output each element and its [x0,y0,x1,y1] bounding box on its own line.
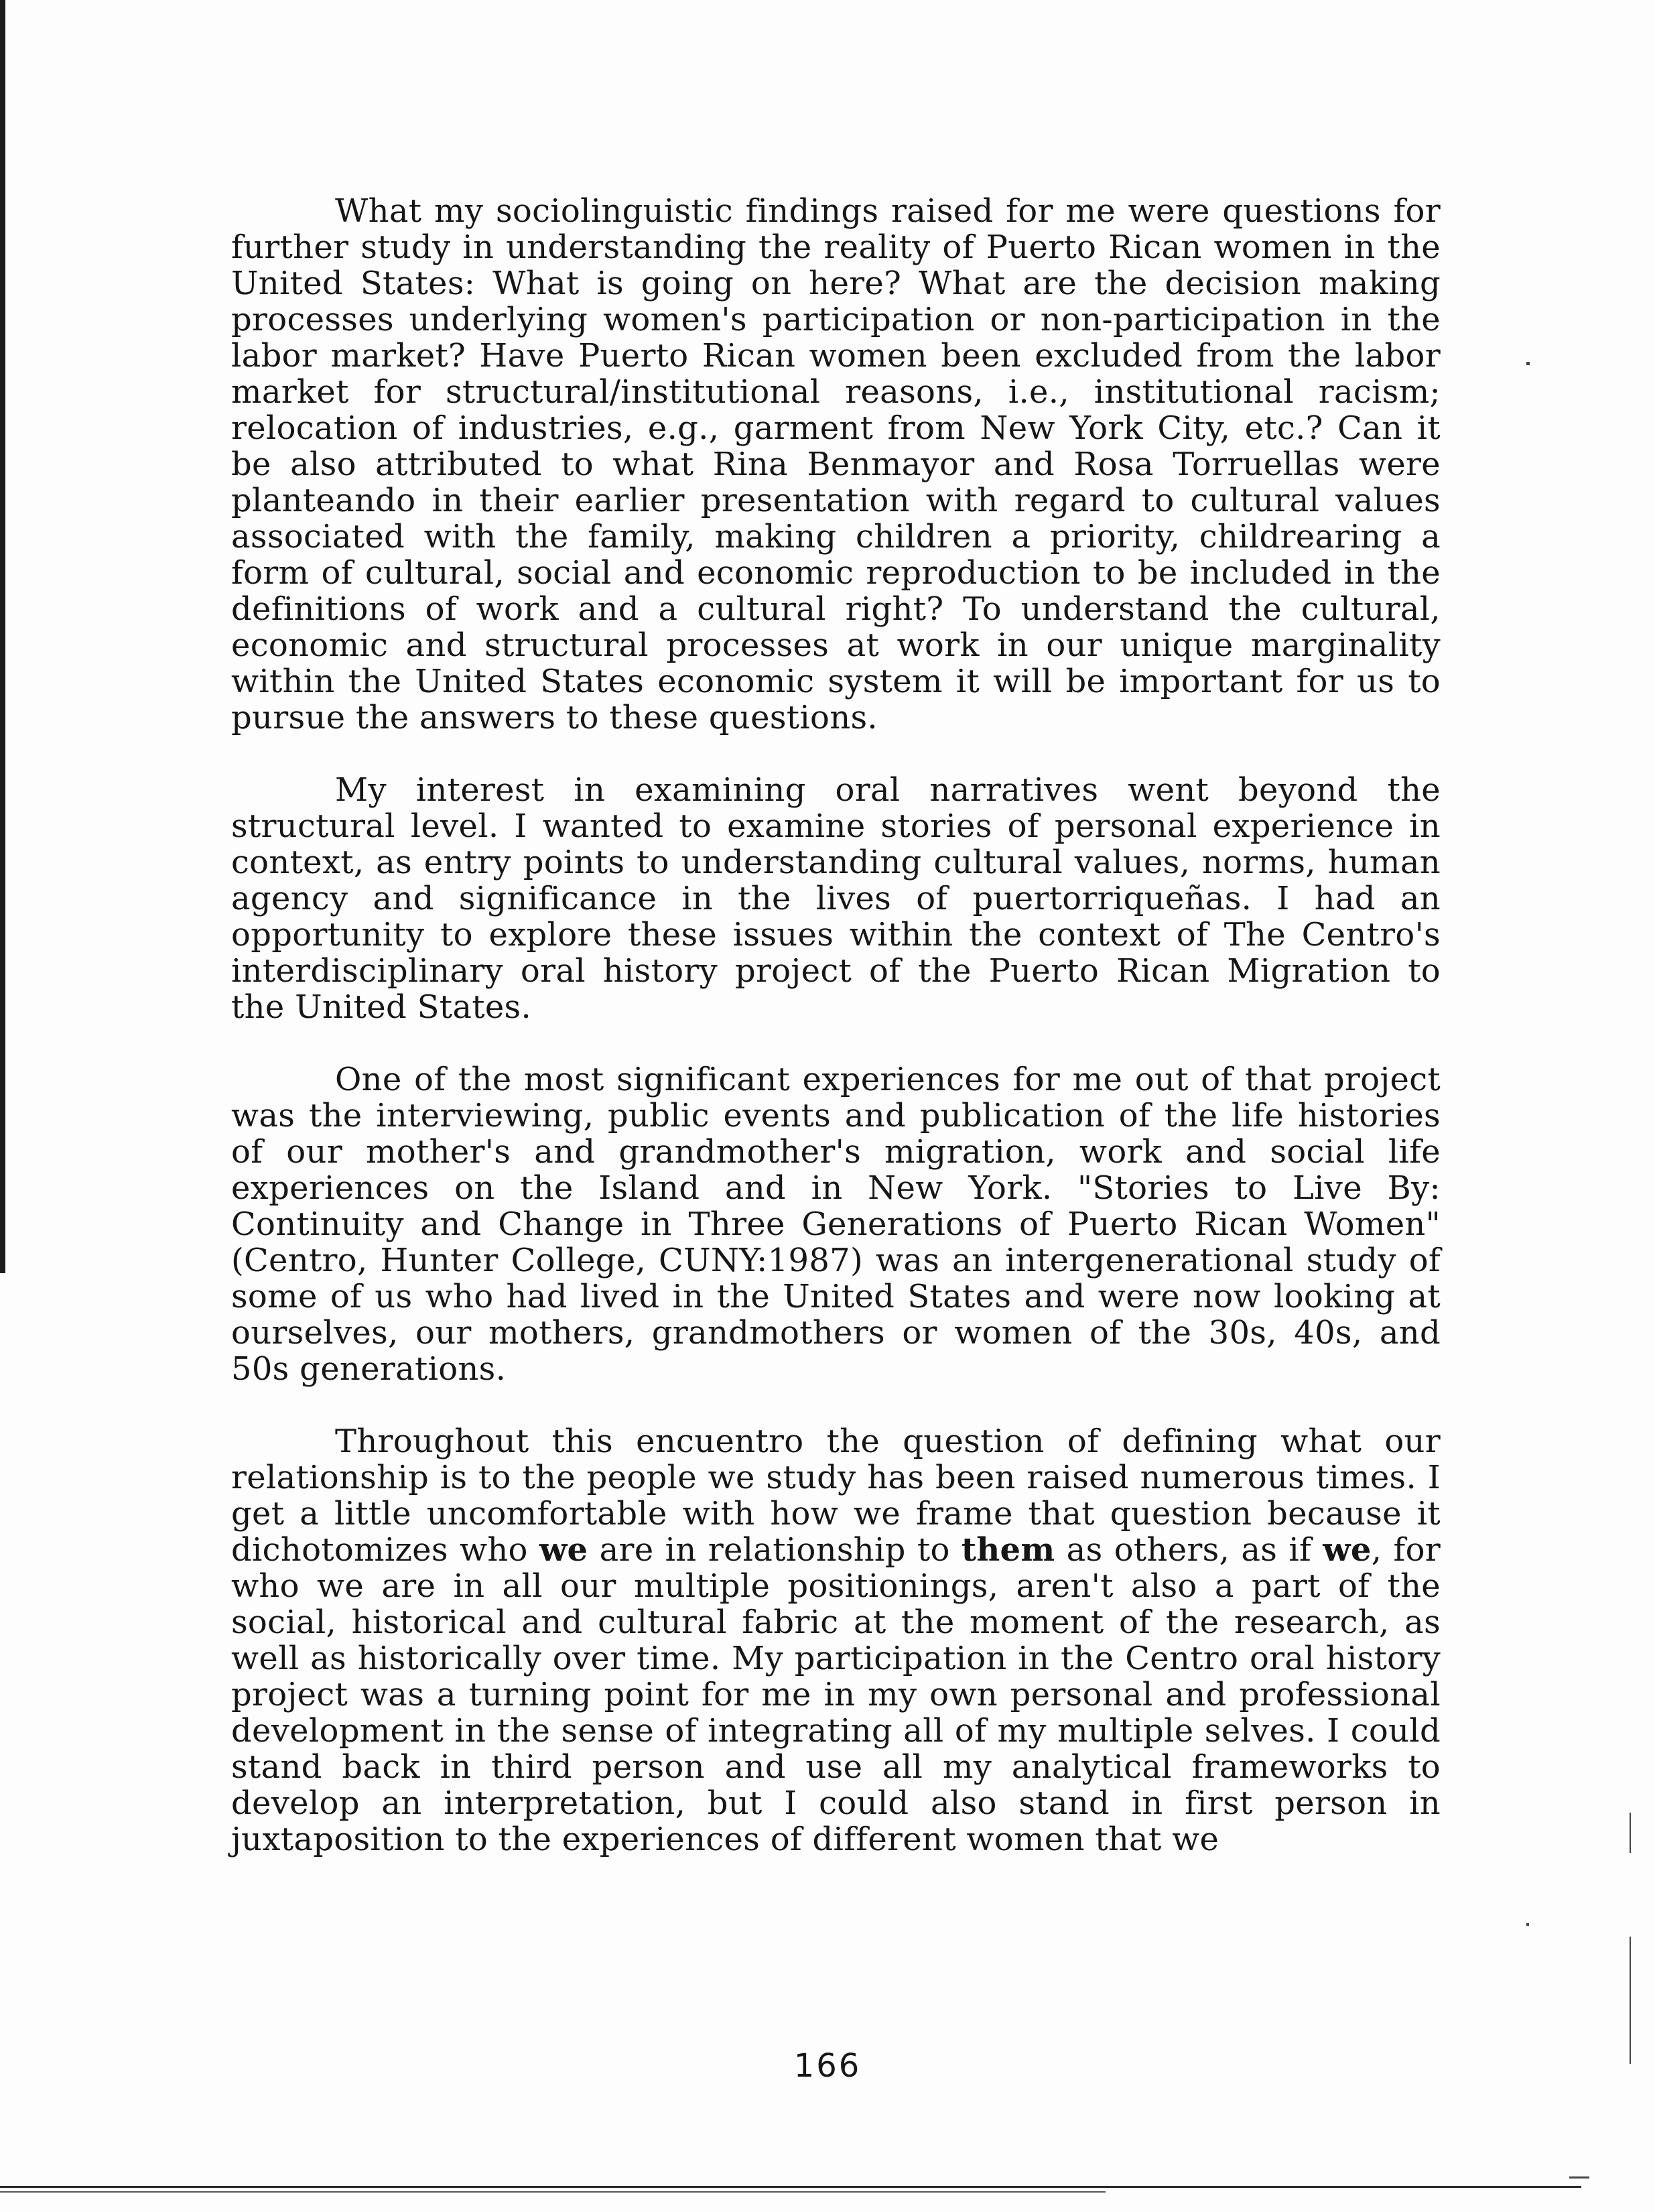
scan-dash-bottom-right [1569,2176,1589,2178]
emphasis-we: we [539,1531,588,1569]
paragraph-4 [231,1423,1441,1858]
scan-left-edge [0,0,5,1273]
paragraph-4-text-b: are in relationship to [588,1531,962,1569]
emphasis-we-2: we [1323,1531,1372,1569]
body-text [231,193,1441,1894]
scan-speck-2 [1526,1923,1529,1926]
paragraph-2: My interest in examining oral narratives went beyond the structural level. I wanted to examine stories of personal experience in context, as entry points to understanding cultural values, norms, human agency and significance in the lives of puertorriqueñas. I had an opportunity to explore these issues within the context of The Centro's interdisciplinary oral history project of the Puerto Rican Migration to the United States. [231,771,1441,1026]
emphasis-them: them [961,1531,1055,1569]
bottom-rule-shadow [0,2191,1106,2193]
scan-mark-right-1 [1630,1813,1631,1853]
scan-mark-right-2 [1630,1937,1631,2064]
paragraph-1: What my sociolinguistic findings raised for me were questions for further study in understanding the reality of Puerto Rican women in the United States: What is going on here? What are the decision making processes underlying women's participation or non-participation in the labor market? Have Puerto Rican women been excluded from the labor market for structural/institutional reasons, i.e., institutional racism; relocation of industries, e.g., garment from New York City, etc.? Can it be also attributed to what Rina Benmayor and Rosa Torruellas were planteando in their earlier presentation with regard to cultural values associated with the family, making children a priority, childrearing a form of cultural, social and economic reproduction to be included in the definitions of work and a cultural right? To understand the cultural, economic and structural processes at work in our unique marginality within the United States economic system it will be important for us to pursue the answers to these questions. [231,192,1441,736]
paragraph-4-text-a: Throughout this encuentro the question of defining what our relationship is to the people we study has been raised numerous times. I get a little uncomfortable with how we frame that question because it dichotomizes who [231,1423,1441,1569]
paragraph-4-text-d: , for who we are in all our multiple positionings, aren't also a part of the social, historical and cultural fabric at the moment of the research, as well as historically over time. My participation in the Centro oral history project was a turning point for me in my own personal and professional development in the sense of integrating all of my multiple selves. I could stand back in third person and use all my analytical frameworks to develop an interpretation, but I could also stand in first person in juxtaposition to the experiences of different women that we [231,1531,1441,1858]
paragraph-3: One of the most significant experiences for me out of that project was the interviewing, public events and publication of the life histories of our mother's and grandmother's migration, work and social life experiences on the Island and in New York. "Stories to Live By: Continuity and Change in Three Generations of Puerto Rican Women" (Centro, Hunter College, CUNY:1987) was an intergenerational study of some of us who had lived in the United States and were now looking at ourselves, our mothers, grandmothers or women of the 30s, 40s, and 50s generations. [231,1061,1441,1388]
page-number: 166 [793,2047,862,2085]
scan-speck [1526,362,1530,365]
paragraph-4-text-c: as others, as if [1055,1531,1323,1569]
bottom-rule [0,2186,1581,2188]
